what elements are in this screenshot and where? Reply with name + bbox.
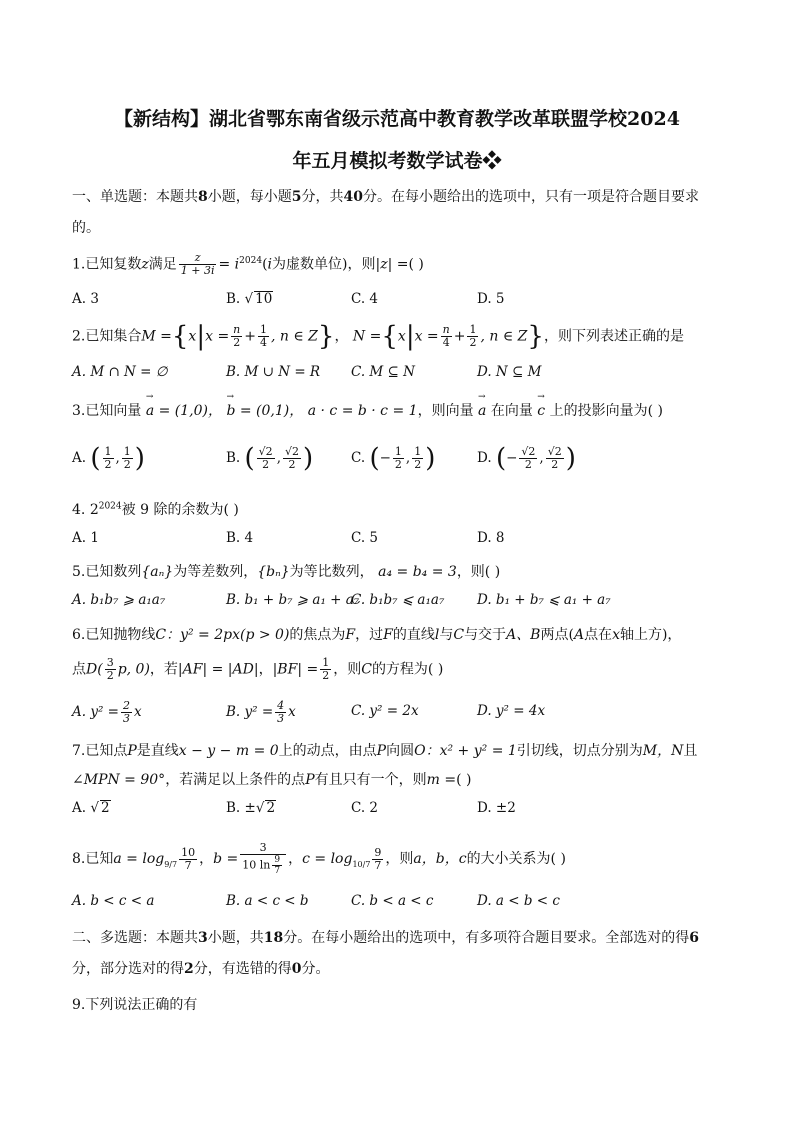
- q7-option-b: B. ±√ 2: [226, 800, 276, 816]
- q7-option-c: C. 2: [351, 800, 379, 816]
- q6-option-b: B. y² = $\frac{4}{3}$ x: [226, 699, 296, 725]
- q1-option-c: C. 4: [351, 291, 379, 307]
- q1-option-b: B. √ 10: [226, 291, 273, 307]
- q8-option-a: A. b < c < a: [72, 893, 155, 909]
- question-3: 3.已知向量 → a = (1,0)， → b = (0,1)， a · c = b · c = 1，则向量 → a 在向量 → c 上的投影向量为( ): [72, 400, 663, 420]
- q5-option-a: A. b₁b₇ ⩾ a₁a₇: [72, 592, 166, 608]
- q2-option-d: D. N ⊆ M: [477, 364, 542, 380]
- section2-header-cont: 分，部分选对的得2分，有选错的得0分。: [72, 961, 330, 977]
- question-7-cont: ∠MPN = 90°，若满足以上条件的点P有且只有一个，则m =( ): [72, 772, 472, 788]
- q6-option-a: A. y² = $\frac{2}{3}$ x: [72, 699, 142, 725]
- q3-option-c: C. (− $\frac{1}{2}$ , $\frac{1}{2}$ ): [351, 443, 436, 474]
- q1-option-d: D. 5: [477, 291, 505, 307]
- q6-option-d: D. y² = 4x: [477, 703, 546, 719]
- q3-option-a: A. ( $\frac{1}{2}$ , $\frac{1}{2}$ ): [72, 443, 145, 474]
- question-5: 5.已知数列{aₙ}为等差数列，{bₙ}为等比数列， a₄ = b₄ = 3，则( ): [72, 564, 501, 580]
- q4-option-c: C. 5: [351, 530, 379, 546]
- question-4: 4. $2^{2024}$被 9 除的余数为( ): [72, 501, 239, 518]
- q8-option-c: C. b < a < c: [351, 893, 434, 909]
- question-1: 1.已知复数z满足 $\frac{z}{1 + 3i}$ = $i^{2024}(i$为虚数单位)，则|z| =( ): [72, 251, 424, 277]
- q4-option-d: D. 8: [477, 530, 505, 546]
- section1-header: 一、单选题：本题共8小题，每小题5分，共40分。在每小题给出的选项中，只有一项是符合题目要求: [72, 189, 699, 205]
- q3-option-d: D. (− $\frac{√2}{2}$ , $\frac{√2}{2}$ ): [477, 443, 576, 474]
- q2-option-c: C. M ⊆ N: [351, 364, 415, 380]
- q3-option-b: B. ( $\frac{√2}{2}$ , $\frac{√2}{2}$ ): [226, 443, 314, 474]
- question-9: 9.下列说法正确的有: [72, 997, 198, 1013]
- question-7: 7.已知点P是直线x − y − m = 0上的动点，由点P向圆O：x² + y² = 1引切线，切点分别为M，N且: [72, 743, 698, 759]
- q4-option-a: A. 1: [72, 530, 99, 546]
- q8-option-b: B. a < c < b: [226, 893, 309, 909]
- q8-option-d: D. a < b < c: [477, 893, 560, 909]
- question-6-cont: 点D( $\frac{3}{2}$ p, 0)，若|AF| = |AD|，|BF| = $\frac{1}{2}$ ，则C的方程为( ): [72, 656, 444, 682]
- q1-option-a: A. 3: [72, 291, 99, 307]
- question-8: 8.已知$a = \log_{9/7}$ $\frac{10}{7}$ ，b = 3 10 ln $\frac{9}{7}$ ，$c = \log_{10/7}$ $\frac{9}{7}$ ，则a，b，c的大小关系为( ): [72, 841, 566, 876]
- q7-option-d: D. ±2: [477, 800, 516, 816]
- question-6: 6.已知抛物线C：y² = 2px(p > 0)的焦点为F，过F的直线l与C与交于A、B两点(A点在x轴上方)，: [72, 627, 682, 643]
- exam-title-line1: 【新结构】湖北省鄂东南省级示范高中教育教学改革联盟学校2024: [114, 108, 680, 130]
- q5-option-d: D. b₁ + b₇ ⩽ a₁ + a₇: [477, 592, 611, 608]
- section2-header: 二、多选题：本题共3小题，共18分。在每小题给出的选项中，有多项符合题目要求。全部选对的得6: [72, 930, 699, 946]
- q7-option-a: A. √ 2: [72, 800, 110, 816]
- section1-header-cont: 的。: [72, 220, 100, 236]
- q6-option-c: C. y² = 2x: [351, 703, 419, 719]
- q2-option-a: A. M ∩ N = ∅: [72, 364, 168, 380]
- q4-option-b: B. 4: [226, 530, 254, 546]
- fraction: $\frac{z}{1 + 3i}$: [180, 251, 215, 277]
- q2-option-b: B. M ∪ N = R: [226, 364, 321, 380]
- q5-option-b: B. b₁ + b₇ ⩾ a₁ + a₇: [226, 592, 360, 608]
- exam-title-line2: 年五月模拟考数学试卷❖: [292, 150, 502, 172]
- question-2: 2.已知集合M ={x|x = $\frac{n}{2}$ + $\frac{1}{4}$ , n ∈ Z}， N ={x|x = $\frac{n}{4}$ + $\frac{1}{2}$ , n ∈ Z}，则下列表述正确的是: [72, 321, 684, 352]
- q5-option-c: C. b₁b₇ ⩽ a₁a₇: [351, 592, 445, 608]
